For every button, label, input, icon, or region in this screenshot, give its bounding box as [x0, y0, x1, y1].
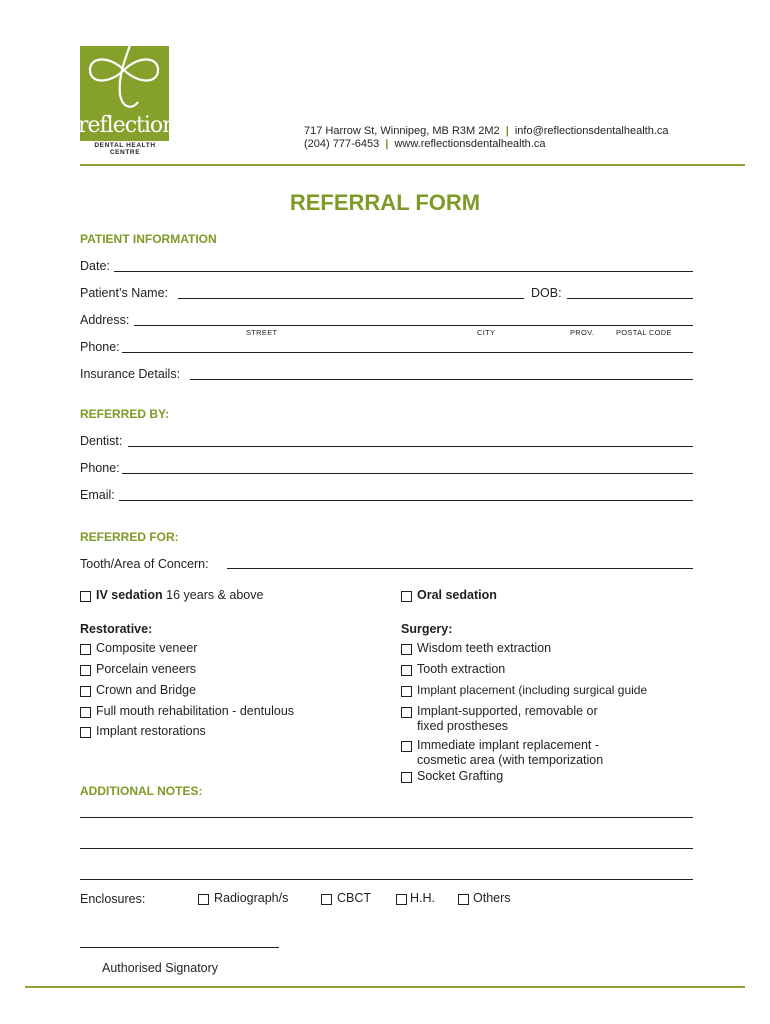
notes-line-3[interactable]	[80, 879, 693, 880]
signature-line[interactable]	[80, 947, 279, 948]
enclosures-label: Enclosures:	[80, 892, 146, 906]
surgery-heading: Surgery:	[401, 622, 453, 636]
porcelain-veneers-label: Porcelain veneers	[96, 662, 197, 676]
footer-divider	[25, 986, 745, 988]
immediate-implant-label: Immediate implant replacement -	[417, 738, 600, 752]
separator: |	[385, 138, 389, 150]
others-label: Others	[473, 891, 511, 905]
iv-sedation-option	[96, 588, 263, 602]
implant-placement-checkbox[interactable]	[401, 686, 412, 697]
implant-placement-label: Implant placement (including surgical guide	[417, 683, 648, 697]
notes-line-2[interactable]	[80, 848, 693, 849]
implant-supported-label: Implant-supported, removable or	[417, 704, 598, 718]
composite-veneer-label: Composite veneer	[96, 641, 198, 655]
tooth-area-label: Tooth/Area of Concern:	[80, 557, 209, 571]
dentist-label: Dentist:	[80, 434, 123, 448]
referrer-phone-label: Phone:	[80, 461, 120, 475]
section-referred-by: REFERRED BY:	[80, 407, 170, 421]
full-mouth-rehab-checkbox[interactable]	[80, 707, 91, 718]
socket-grafting-checkbox[interactable]	[401, 772, 412, 783]
signature-label: Authorised Signatory	[102, 961, 219, 975]
tooth-extraction-checkbox[interactable]	[401, 665, 412, 676]
header-divider	[80, 164, 745, 166]
hh-checkbox[interactable]	[396, 894, 407, 905]
implant-restorations-label: Implant restorations	[96, 724, 206, 738]
logo-subtitle: DENTAL HEALTH CENTRE	[94, 142, 156, 156]
referrer-phone-field[interactable]	[122, 473, 693, 474]
address-city-caption: CITY	[477, 328, 496, 337]
tooth-extraction-label: Tooth extraction	[417, 662, 506, 676]
crown-bridge-label: Crown and Bridge	[96, 683, 197, 697]
date-label: Date:	[80, 259, 110, 273]
patient-name-label: Patient’s Name:	[80, 286, 169, 300]
iv-sedation-label: IV sedation	[96, 588, 163, 602]
insurance-field[interactable]	[190, 379, 693, 380]
oral-sedation-label: Oral sedation	[417, 588, 497, 602]
address-prov-caption: PROV.	[570, 328, 595, 337]
section-patient-information: PATIENT INFORMATION	[80, 232, 217, 246]
iv-sedation-note: 16 years & above	[162, 588, 264, 602]
dentist-field[interactable]	[128, 446, 693, 447]
patient-phone-label: Phone:	[80, 340, 120, 354]
hh-label: H.H.	[410, 891, 435, 905]
iv-sedation-checkbox[interactable]	[80, 591, 91, 602]
contact-line-2	[304, 138, 545, 150]
patient-name-field[interactable]	[178, 298, 524, 299]
dob-field[interactable]	[567, 298, 693, 299]
address-postal-caption: POSTAL CODE	[616, 328, 672, 337]
contact-phone: (204) 777-6453	[304, 138, 380, 150]
contact-website[interactable]: www.reflectionsdentalhealth.ca	[394, 138, 546, 150]
dob-label: DOB:	[531, 286, 562, 300]
socket-grafting-label: Socket Grafting	[417, 769, 504, 783]
restorative-heading: Restorative:	[80, 622, 153, 636]
contact-address: 717 Harrow St, Winnipeg, MB R3M 2M2	[304, 125, 500, 137]
porcelain-veneers-checkbox[interactable]	[80, 665, 91, 676]
address-field[interactable]	[134, 325, 693, 326]
immediate-implant-checkbox[interactable]	[401, 741, 412, 752]
contact-line-1	[304, 125, 669, 137]
wisdom-teeth-checkbox[interactable]	[401, 644, 412, 655]
section-additional-notes: ADDITIONAL NOTES:	[80, 784, 203, 798]
oral-sedation-checkbox[interactable]	[401, 591, 412, 602]
logo-wordmark: reflections	[78, 113, 186, 138]
implant-supported-label-cont: fixed prostheses	[417, 719, 509, 733]
notes-line-1[interactable]	[80, 817, 693, 818]
radiographs-label: Radiograph/s	[214, 891, 289, 905]
patient-phone-field[interactable]	[122, 352, 693, 353]
referrer-email-label: Email:	[80, 488, 115, 502]
crown-bridge-checkbox[interactable]	[80, 686, 91, 697]
address-street-caption: STREET	[246, 328, 278, 337]
tooth-area-field[interactable]	[227, 568, 693, 569]
form-title: REFERRAL FORM	[289, 190, 481, 215]
full-mouth-rehab-label: Full mouth rehabilitation - dentulous	[96, 704, 295, 718]
cbct-checkbox[interactable]	[321, 894, 332, 905]
separator: |	[505, 125, 509, 137]
date-field[interactable]	[114, 271, 693, 272]
contact-email[interactable]: info@reflectionsdentalhealth.ca	[514, 125, 669, 137]
referrer-email-field[interactable]	[119, 500, 693, 501]
implant-supported-checkbox[interactable]	[401, 707, 412, 718]
insurance-label: Insurance Details:	[80, 367, 181, 381]
composite-veneer-checkbox[interactable]	[80, 644, 91, 655]
address-label: Address:	[80, 313, 130, 327]
implant-restorations-checkbox[interactable]	[80, 727, 91, 738]
immediate-implant-label-cont: cosmetic area (with temporization	[417, 753, 604, 767]
cbct-label: CBCT	[337, 891, 372, 905]
wisdom-teeth-label: Wisdom teeth extraction	[417, 641, 552, 655]
section-referred-for: REFERRED FOR:	[80, 530, 179, 544]
others-checkbox[interactable]	[458, 894, 469, 905]
radiographs-checkbox[interactable]	[198, 894, 209, 905]
